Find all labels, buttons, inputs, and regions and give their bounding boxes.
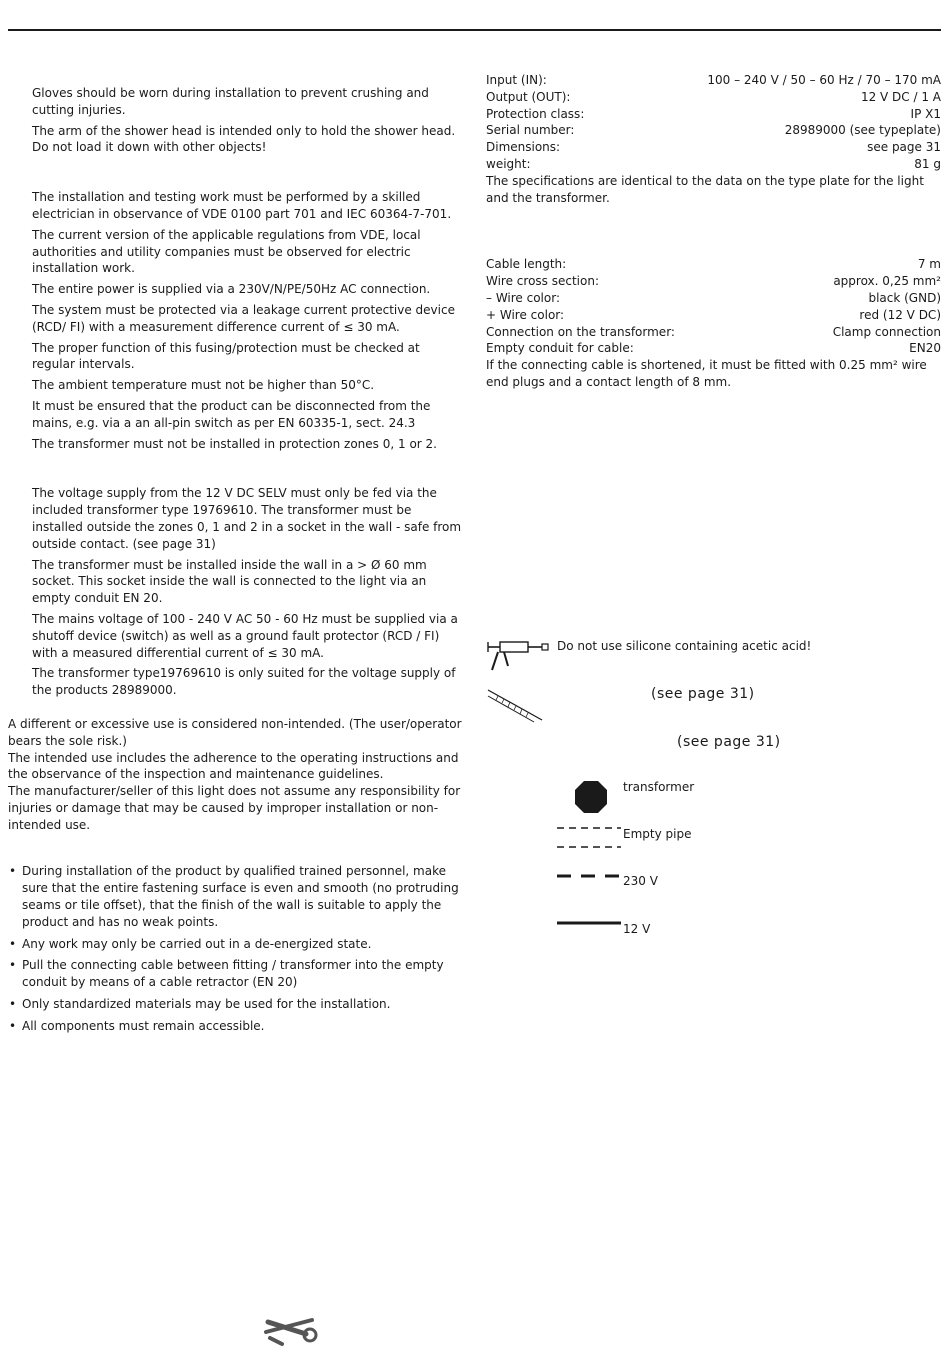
spec-row [486,106,941,123]
list-item: • All components must remain accessible. [8,1018,463,1035]
spec-row [486,156,941,173]
paragraph: The transformer must not be installed in protection zones 0, 1 or 2. [32,436,437,451]
legend-empty-pipe-label: Empty pipe [623,827,692,841]
ruler-icon [486,686,546,726]
cable-value: approx. 0,25 mm² [833,274,941,289]
cable-value: Clamp connection [832,324,941,339]
spec-value: IP X1 [910,106,941,121]
cable-value: red (12 V DC) [859,307,941,322]
spec-value: 100 – 240 V / 50 – 60 Hz / 70 – 170 mA [707,73,941,87]
cable-label: + Wire color: [486,307,565,322]
list-item: • Any work may only be carried out in a de-energized state. [8,936,463,953]
tools-icon [262,1308,320,1348]
spec-value: 28989000 (see typeplate) [784,123,941,138]
paragraph: Gloves should be worn during installation to prevent crushing and cutting injuries. [32,86,429,117]
spec-table [486,72,941,206]
paragraph: The ambient temperature must not be higher than 50°C. [32,378,375,393]
spec-label: Serial number: [486,123,575,138]
spec-value: 81 g [914,156,941,171]
caulking-gun-icon [484,636,554,676]
paragraph: It must be ensured that the product can be disconnected from the mains, e.g. via a an all-pin switch as per EN 60335-1, sect. 24.3 [32,398,431,430]
top-rule [8,29,941,31]
spec-row [486,89,941,106]
see-page-reference: (see page 31) [651,686,755,702]
cable-label: Wire cross section: [486,274,599,289]
list-item: • During installation of the product by qualified trained personnel, make sure that the entire fastening surface is even and smooth (no protruding seams or tile offset), that the finish of the wall is suitable to apply the product and has no weak points. [8,863,463,930]
paragraph: The intended use includes the adherence to the operating instructions and the observance of the inspection and maintenance guidelines. [8,750,459,782]
cable-label: Empty conduit for cable: [486,341,634,356]
paragraph: A different or excessive use is considered non-intended. (The user/operator bears the sole risk.) [8,716,462,748]
silicone-warning: Do not use silicone containing acetic acid! [557,639,812,653]
paragraph: The installation and testing work must be performed by a skilled electrician in observance of VDE 0100 part 701 and IEC 60364-7-701. [32,190,452,221]
cable-row [486,324,941,341]
spec-label: Protection class: [486,106,585,121]
cable-row [486,290,941,307]
cable-label: – Wire color: [486,290,560,305]
legend-transformer-label: transformer [623,780,695,794]
paragraph: The transformer must be installed inside the wall in a > Ø 60 mm socket. This socket inside the wall is connected to the light via an empty conduit EN 20. [32,557,427,606]
cable-row [486,256,941,273]
paragraph: The entire power is supplied via a 230V/N/PE/50Hz AC connection. [32,282,431,297]
spec-label: Dimensions: [486,140,561,155]
cable-value: black (GND) [868,290,941,305]
cable-row [486,340,941,357]
cable-value: EN20 [909,341,941,356]
paragraph: The mains voltage of 100 - 240 V AC 50 - 60 Hz must be supplied via a shutoff device (switch) as well as a ground fault protector (RCD / FI) with a measured differential current of ≤ 30 mA. [32,611,458,660]
spec-label: Output (OUT): [486,89,571,104]
paragraph: The voltage supply from the 12 V DC SELV must only be fed via the included transformer type 19769610. The transformer must be installed outside the zones 0, 1 and 2 in a socket in the wall - safe from outside contact. (see page 31) [32,486,462,551]
cable-label: Cable length: [486,257,567,272]
cable-note: If the connecting cable is shortened, it must be fitted with 0.25 mm² wire end plugs and a contact length of 8 mm. [486,358,927,389]
see-page-reference: (see page 31) [677,734,781,750]
cable-label: Connection on the transformer: [486,324,675,339]
spec-label: weight: [486,156,531,171]
spec-row [486,122,941,139]
transformer-octagon-icon [574,780,608,814]
cable-row [486,273,941,290]
spec-value: see page 31 [867,140,941,155]
paragraph: The proper function of this fusing/protection must be checked at regular intervals. [32,340,420,372]
paragraph: The transformer type19769610 is only suited for the voltage supply of the products 28989000. [32,666,456,698]
notes-list [8,863,463,1034]
paragraph: The current version of the applicable regulations from VDE, local authorities and utility companies must be observed for electric installation work. [32,227,421,276]
legend-12v-label: 12 V [623,922,651,936]
spec-label: Input (IN): [486,73,547,87]
paragraph: The arm of the shower head is intended only to hold the shower head. Do not load it down with other objects! [32,123,456,155]
spec-row [486,139,941,156]
cable-value: 7 m [917,257,941,272]
12v-line-icon [557,918,621,930]
paragraph: The manufacturer/seller of this light does not assume any responsibility for injuries or damage that may be caused by improper installation or non-intended use. [8,784,461,832]
left-column [8,85,463,1035]
legend-230v-label: 230 V [623,874,658,888]
cable-row [486,307,941,324]
spec-value: 12 V DC / 1 A [860,89,941,104]
list-item: • Only standardized materials may be used for the installation. [8,996,463,1013]
list-item: • Pull the connecting cable between fitting / transformer into the empty conduit by means of a cable retractor (EN 20) [8,957,463,991]
paragraph: The system must be protected via a leakage current protective device (RCD/ FI) with a measurement difference current of ≤ 30 mA. [32,302,455,334]
right-column [486,72,941,391]
empty-pipe-line-icon [557,824,621,852]
spec-note: The specifications are identical to the data on the type plate for the light and the transformer. [486,173,924,205]
spec-row [486,72,941,89]
cable-table [486,256,941,390]
230v-line-icon [557,871,621,883]
